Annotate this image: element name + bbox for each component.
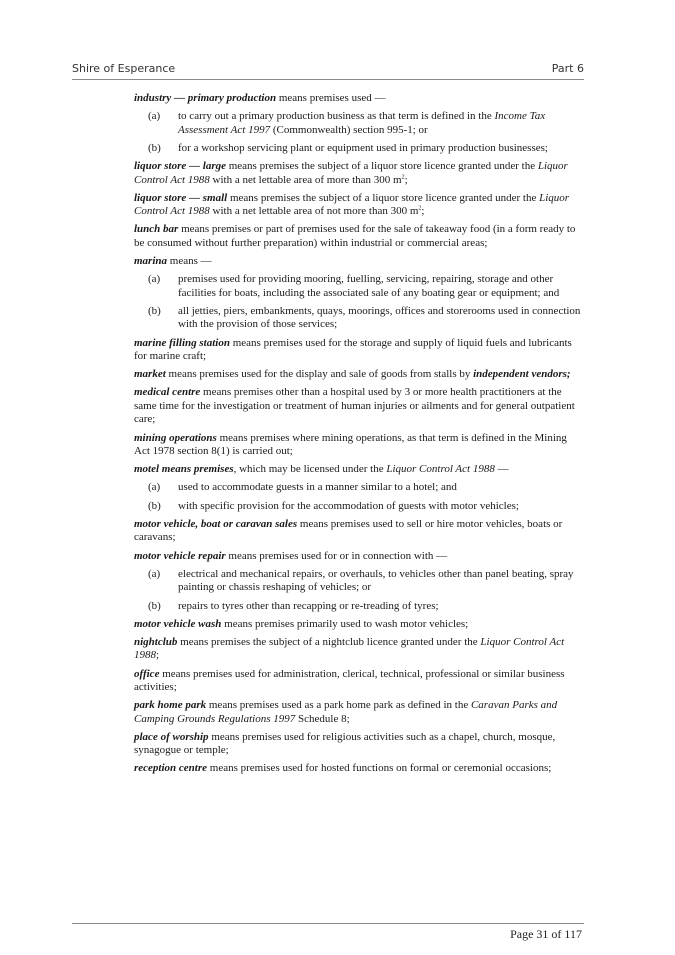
- act-name: Liquor Control Act 1988: [134, 160, 568, 186]
- definition-term: market: [134, 368, 166, 381]
- definition-text: means premises used as a park home park as defined in the: [206, 699, 471, 712]
- definition-term: office: [134, 667, 160, 680]
- list-item: [134, 481, 582, 494]
- definition-text: means premises the subject of a liquor store licence granted under the: [225, 160, 538, 173]
- definitions-content: [134, 92, 582, 781]
- definition-liquor-store-small: [134, 192, 582, 219]
- header-part: Part 6: [551, 62, 584, 75]
- item-text: for a workshop servicing plant or equipment used in primary production businesses;: [178, 142, 548, 155]
- definition-medical-centre: [134, 386, 582, 426]
- definition-term: liquor store — small: [134, 191, 228, 204]
- definition-nightclub: [134, 636, 582, 663]
- item-text: with specific provision for the accommodation of guests with motor vehicles;: [178, 499, 519, 512]
- superscript: 2: [401, 173, 405, 180]
- item-label: (a): [148, 273, 161, 286]
- definition-term: marina: [134, 255, 168, 268]
- page-header: [72, 62, 584, 78]
- item-text: (Commonwealth) section 995-1; or: [270, 123, 428, 136]
- definition-text: means premises used to sell or hire motor vehicles, boats or caravans;: [134, 517, 563, 544]
- definition-term: motor vehicle repair: [134, 549, 226, 562]
- definition-place-of-worship: [134, 731, 582, 758]
- list-item: [134, 142, 582, 155]
- list-item: [134, 500, 582, 513]
- definition-term: place of worship: [134, 730, 209, 743]
- list-item: [134, 305, 582, 332]
- definition-motor-vehicle-wash: [134, 618, 582, 631]
- definition-items: [134, 110, 582, 155]
- page-number: Page 31 of 117: [510, 927, 582, 941]
- definition-text: means premises other than a hospital used by 3 or more health practitioners at the same time for the investigation or treatment of human injuries or ailments and for general outpatient care;: [134, 386, 575, 426]
- item-text: premises used for providing mooring, fuelling, servicing, repairing, storage and other facilities for boats, including the associated sale of any boating gear or equipment; and: [178, 273, 560, 299]
- definition-text: means —: [167, 255, 212, 268]
- item-text: used to accommodate guests in a manner similar to a hotel; and: [178, 481, 457, 494]
- definition-term: motor vehicle, boat or caravan sales: [134, 517, 298, 530]
- definition-term: park home park: [134, 699, 207, 712]
- item-text: to carry out a primary production business as that term is defined in the: [178, 110, 495, 123]
- definition-term: medical centre: [134, 386, 201, 399]
- definition-text: means premises where mining operations, as that term is defined in the Mining Act 1978 section 8(1) is carried out;: [134, 431, 567, 457]
- definition-text: means premises used for religious activities such as a chapel, church, mosque, synagogue or temple;: [134, 730, 556, 757]
- definition-text: with a net lettable area of more than 300 m: [209, 173, 402, 186]
- item-label: (b): [148, 599, 161, 612]
- definition-lunch-bar: [134, 223, 582, 250]
- definition-term: motor vehicle wash: [134, 617, 222, 630]
- act-name: Liquor Control Act 1988: [134, 191, 570, 218]
- definition-term: mining operations: [134, 431, 217, 444]
- list-item: [134, 568, 582, 595]
- list-item: [134, 273, 582, 300]
- superscript: 2: [418, 205, 422, 212]
- definition-text: means premises used —: [276, 92, 386, 104]
- definition-text: means premises or part of premises used for the sale of takeaway food (in a form ready to be consumed without further preparation) within industrial or commercial areas;: [134, 223, 576, 249]
- definition-text: ;: [156, 649, 160, 662]
- act-name: Income Tax Assessment Act 1997: [178, 110, 546, 136]
- item-label: (a): [148, 567, 161, 580]
- definition-liquor-store-large: [134, 160, 582, 187]
- item-label: (a): [148, 110, 161, 123]
- act-name: Liquor Control Act 1988: [386, 463, 495, 476]
- definition-items: [134, 568, 582, 613]
- item-text: electrical and mechanical repairs, or overhauls, to vehicles other than panel beating, spray painting or chassis reshaping of vehicles; or: [178, 567, 574, 594]
- definition-text: means premises used for or in connection with —: [225, 549, 448, 562]
- definition-term: lunch bar: [134, 223, 179, 236]
- definition-term: reception centre: [134, 762, 208, 775]
- act-name: Caravan Parks and Camping Grounds Regulations 1997: [134, 699, 558, 725]
- definition-term: marine filling station: [134, 336, 230, 349]
- definition-term: industry — primary production: [134, 92, 277, 104]
- definition-text: means premises used for hosted functions on formal or ceremonial occasions;: [207, 762, 552, 775]
- definition-text: ;: [404, 173, 408, 186]
- definition-text: —: [494, 463, 509, 476]
- header-rule: [72, 79, 584, 80]
- definition-term: independent vendors;: [473, 368, 571, 381]
- definition-items: [134, 481, 582, 513]
- list-item: [134, 600, 582, 613]
- definition-motor-vehicle-repair: [134, 550, 582, 563]
- item-text: all jetties, piers, embankments, quays, moorings, offices and storerooms used in connection with the provision of those services;: [178, 305, 581, 331]
- item-label: (b): [148, 305, 161, 318]
- definition-reception-centre: [134, 762, 582, 775]
- item-text: repairs to tyres other than recapping or re-treading of tyres;: [178, 599, 439, 612]
- definition-market: [134, 368, 582, 381]
- definition-text: with a net lettable area of not more than 300 m: [209, 205, 419, 218]
- definition-term: liquor store — large: [134, 160, 226, 173]
- footer-rule: [72, 923, 584, 924]
- definition-office: [134, 668, 582, 695]
- definition-text: means premises used for the storage and supply of liquid fuels and lubricants for marine craft;: [134, 336, 572, 363]
- item-label: (a): [148, 481, 161, 494]
- definition-text: means premises the subject of a nightclub licence granted under the: [177, 635, 481, 648]
- definition-motor-vehicle-boat-caravan-sales: [134, 518, 582, 545]
- list-item: [134, 110, 582, 137]
- header-title: Shire of Esperance: [72, 62, 176, 75]
- definition-text: Schedule 8;: [295, 712, 350, 725]
- definition-term: motel means premises: [134, 463, 234, 476]
- act-name: Liquor Control Act 1988: [134, 635, 565, 662]
- definition-motel: [134, 463, 582, 476]
- item-label: (b): [148, 499, 161, 512]
- definition-marina: [134, 255, 582, 268]
- definition-text: ;: [421, 205, 425, 218]
- item-label: (b): [148, 142, 161, 155]
- definition-text: means premises the subject of a liquor store licence granted under the: [227, 191, 540, 204]
- definition-mining-operations: [134, 432, 582, 459]
- definition-text: , which may be licensed under the: [233, 463, 387, 476]
- definition-term: nightclub: [134, 635, 178, 648]
- definition-text: means premises primarily used to wash motor vehicles;: [221, 617, 469, 630]
- definition-text: means premises used for administration, clerical, technical, professional or similar business activities;: [134, 667, 565, 693]
- definition-industry-primary-production: [134, 92, 582, 105]
- definition-marine-filling-station: [134, 337, 582, 364]
- definition-text: means premises used for the display and sale of goods from stalls by: [165, 368, 474, 381]
- definition-park-home-park: [134, 699, 582, 726]
- definition-items: [134, 273, 582, 332]
